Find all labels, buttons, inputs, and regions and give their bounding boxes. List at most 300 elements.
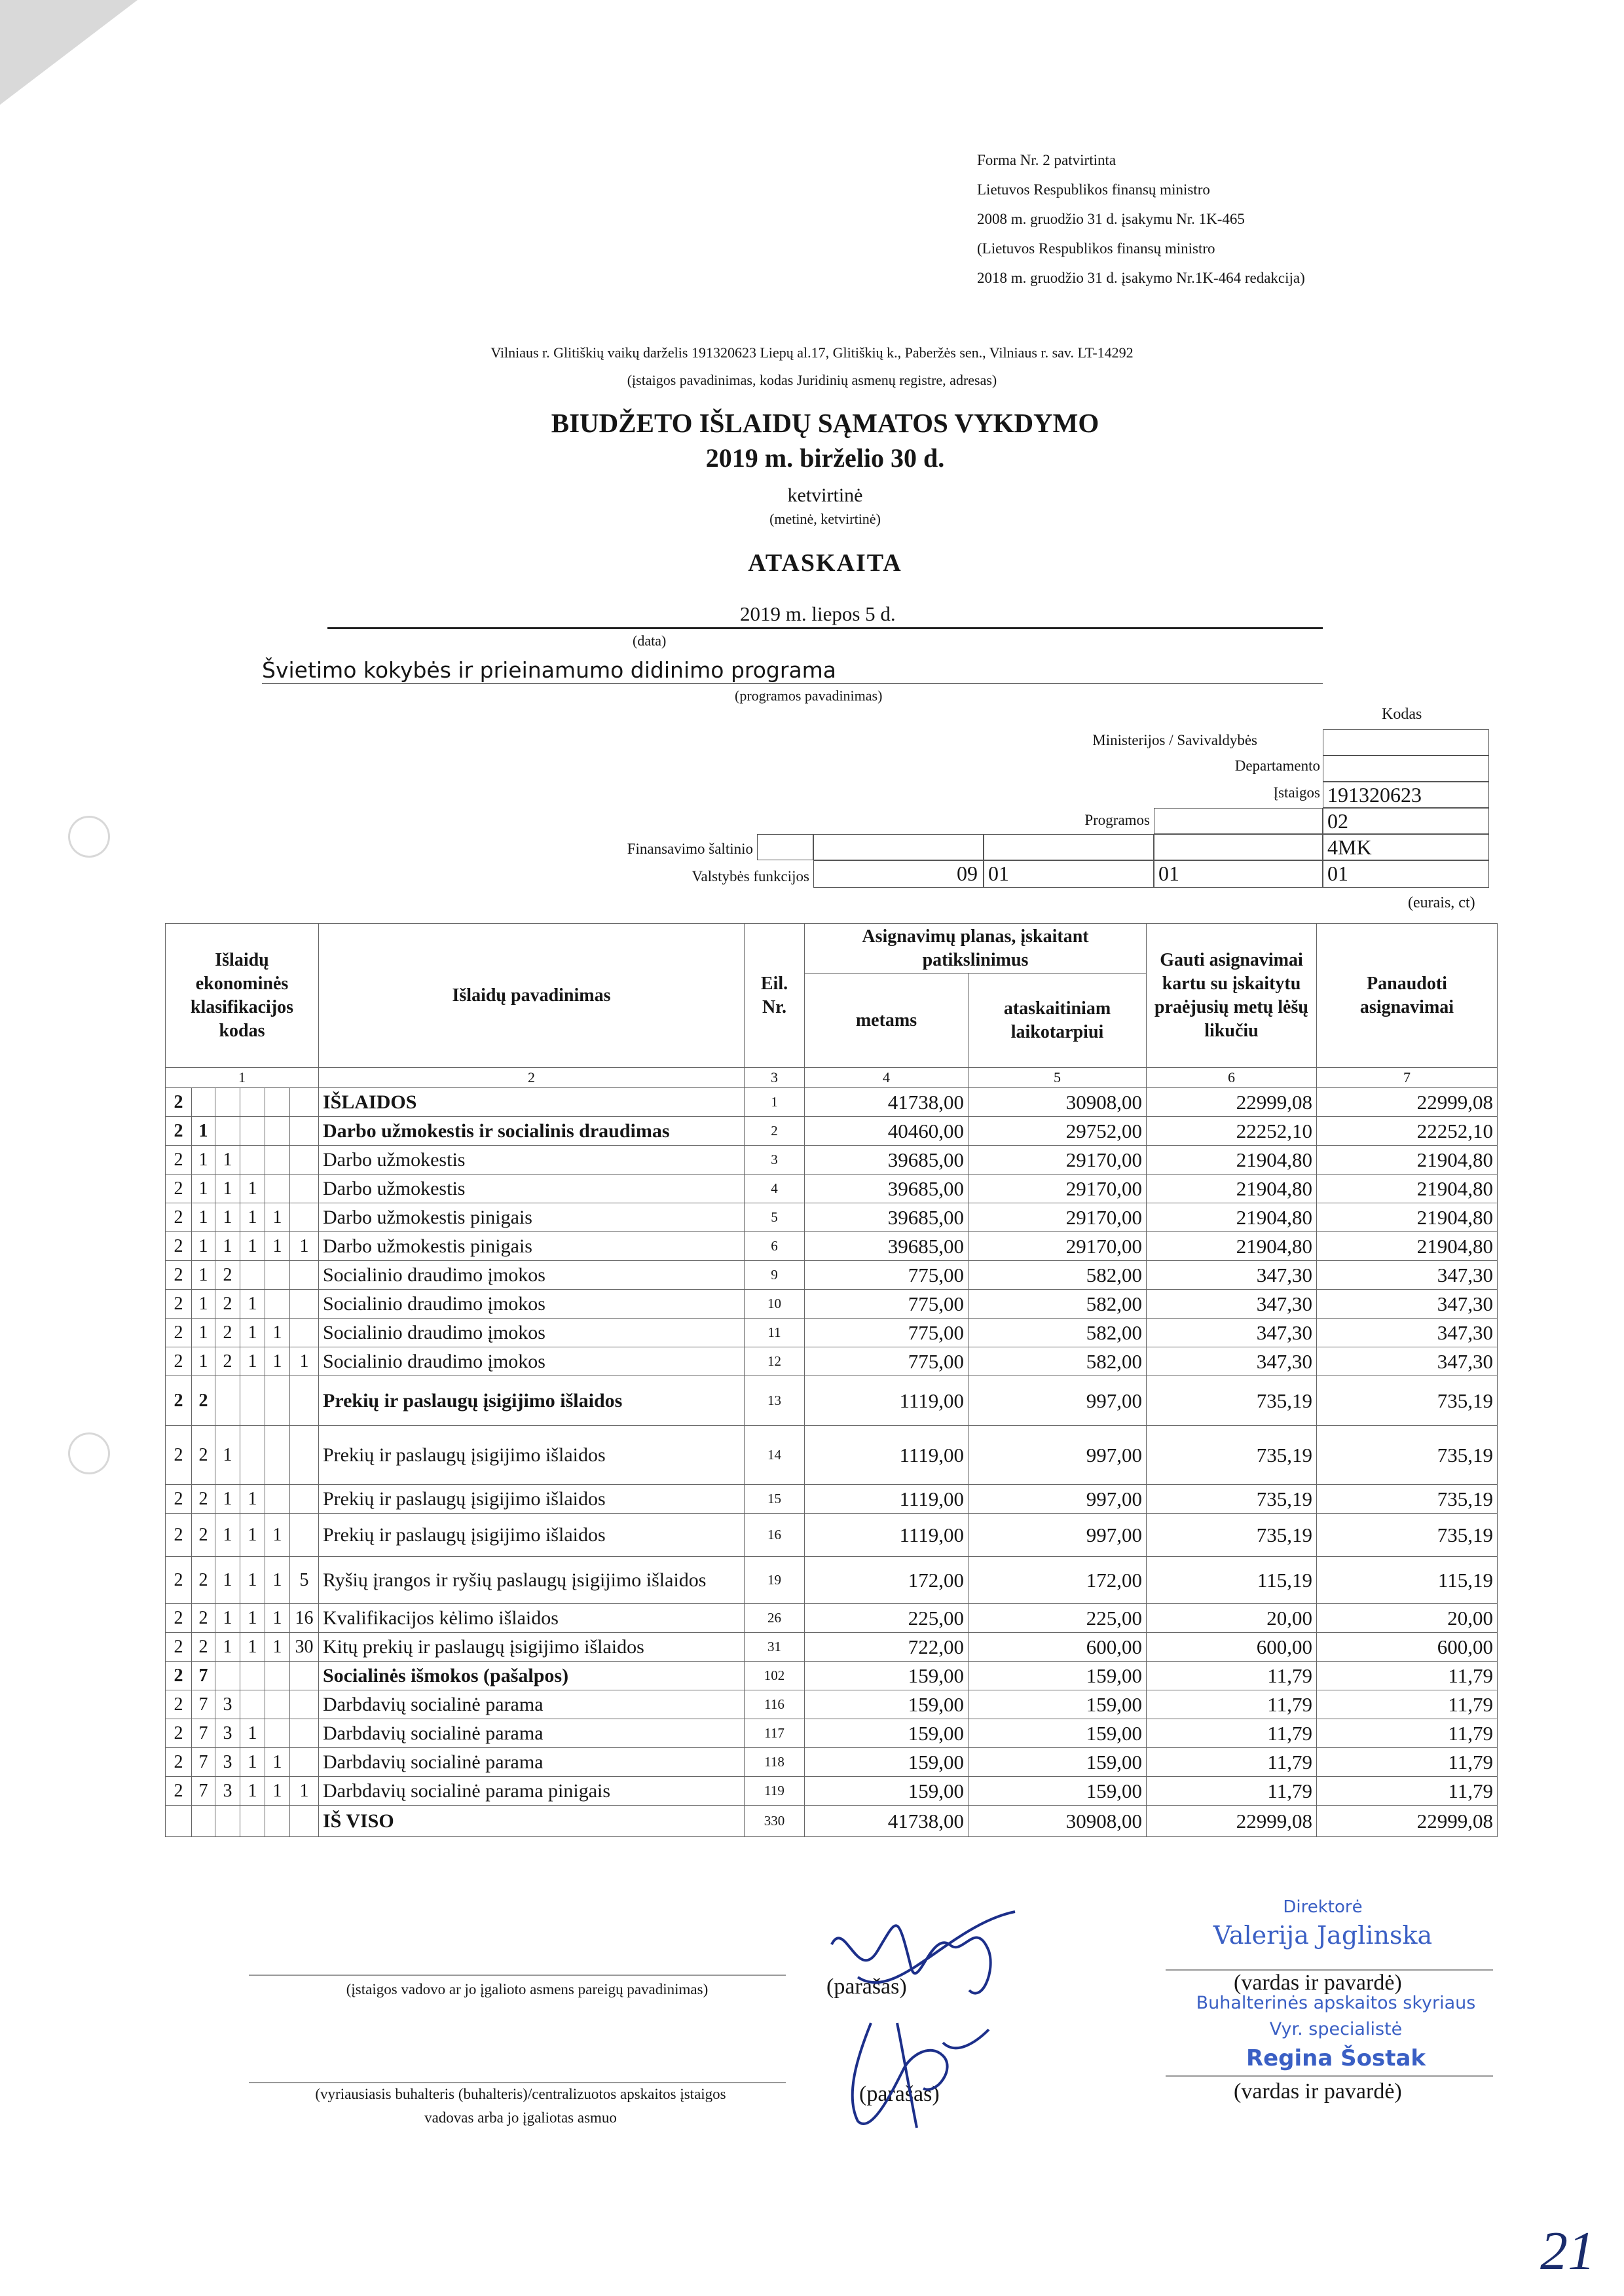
code-digit <box>290 1319 319 1347</box>
code-digit <box>240 1146 265 1175</box>
plan-period-value: 159,00 <box>969 1777 1147 1806</box>
used-value: 21904,80 <box>1317 1203 1498 1232</box>
used-value: 347,30 <box>1317 1319 1498 1347</box>
code-digit: 2 <box>166 1690 192 1719</box>
received-value: 20,00 <box>1147 1604 1317 1633</box>
line-number: 19 <box>745 1557 805 1604</box>
plan-year-value: 1119,00 <box>805 1514 969 1557</box>
code-digit: 1 <box>265 1203 290 1232</box>
received-value: 11,79 <box>1147 1662 1317 1690</box>
expense-name: Kvalifikacijos kėlimo išlaidos <box>319 1604 745 1633</box>
punch-hole <box>68 1432 110 1474</box>
table-row <box>166 1426 1498 1485</box>
received-value: 735,19 <box>1147 1426 1317 1485</box>
form-approval-note <box>977 145 1305 293</box>
received-value: 347,30 <box>1147 1347 1317 1376</box>
column-number: 6 <box>1147 1068 1317 1088</box>
plan-year-value: 159,00 <box>805 1719 969 1748</box>
code-digit <box>240 1690 265 1719</box>
expenditure-table <box>165 923 1498 1837</box>
funding-box <box>813 834 984 860</box>
code-digit: 2 <box>166 1426 192 1485</box>
received-value: 600,00 <box>1147 1633 1317 1662</box>
table-row <box>166 1662 1498 1690</box>
code-digit <box>265 1175 290 1203</box>
funding-box <box>1154 834 1323 860</box>
plan-period-value: 600,00 <box>969 1633 1147 1662</box>
program-caption: (programos pavadinimas) <box>735 687 883 704</box>
used-value: 11,79 <box>1317 1777 1498 1806</box>
line-number: 118 <box>745 1748 805 1777</box>
report-date-title: 2019 m. birželio 30 d. <box>705 443 945 473</box>
plan-period-value: 29170,00 <box>969 1232 1147 1261</box>
code-digit <box>240 1376 265 1426</box>
code-digit: 3 <box>215 1748 240 1777</box>
table-row <box>166 1117 1498 1146</box>
received-value: 21904,80 <box>1147 1175 1317 1203</box>
received-value: 21904,80 <box>1147 1232 1317 1261</box>
date-caption: (data) <box>633 632 667 649</box>
code-digit: 1 <box>192 1117 215 1146</box>
code-digit: 2 <box>166 1175 192 1203</box>
code-digit: 1 <box>192 1175 215 1203</box>
accountant-signature-caption: (parašas) <box>859 2082 940 2106</box>
table-row <box>166 1748 1498 1777</box>
plan-period-value: 159,00 <box>969 1719 1147 1748</box>
code-digit: 1 <box>265 1777 290 1806</box>
program-code-box: 02 <box>1323 808 1489 834</box>
code-digit <box>265 1690 290 1719</box>
used-value: 11,79 <box>1317 1662 1498 1690</box>
table-row <box>166 1290 1498 1319</box>
received-value: 735,19 <box>1147 1514 1317 1557</box>
used-value: 22999,08 <box>1317 1088 1498 1117</box>
table-row <box>166 1146 1498 1175</box>
line-number: 10 <box>745 1290 805 1319</box>
plan-period-value: 29170,00 <box>969 1175 1147 1203</box>
code-digit: 2 <box>166 1777 192 1806</box>
plan-period-value: 997,00 <box>969 1376 1147 1426</box>
code-digit: 1 <box>192 1290 215 1319</box>
table-row <box>166 1485 1498 1514</box>
code-digit <box>290 1485 319 1514</box>
code-digit: 7 <box>192 1777 215 1806</box>
code-digit: 1 <box>290 1347 319 1376</box>
code-digit: 7 <box>192 1748 215 1777</box>
expense-name: Prekių ir paslaugų įsigijimo išlaidos <box>319 1514 745 1557</box>
header-plan-year: metams <box>805 974 969 1068</box>
code-digit: 1 <box>240 1604 265 1633</box>
expense-name: Darbo užmokestis ir socialinis draudimas <box>319 1117 745 1146</box>
code-digit: 2 <box>192 1376 215 1426</box>
code-digit: 2 <box>166 1485 192 1514</box>
code-digit <box>215 1806 240 1837</box>
code-digit: 2 <box>166 1748 192 1777</box>
code-digit: 1 <box>215 1175 240 1203</box>
code-digit <box>265 1146 290 1175</box>
report-period: ketvirtinė <box>787 484 863 506</box>
code-digit: 1 <box>240 1319 265 1347</box>
accountant-caption-line2: vadovas arba jo įgaliotas asmuo <box>424 2109 617 2126</box>
expense-name: Prekių ir paslaugų įsigijimo išlaidos <box>319 1426 745 1485</box>
code-digit <box>192 1088 215 1117</box>
line-number: 1 <box>745 1088 805 1117</box>
received-value: 347,30 <box>1147 1319 1317 1347</box>
head-stamp-title: Direktorė <box>1283 1897 1363 1917</box>
used-value: 22999,08 <box>1317 1806 1498 1837</box>
code-digit: 1 <box>192 1203 215 1232</box>
department-label: Departamento <box>1234 757 1320 774</box>
page-number: 21 <box>1540 2221 1595 2282</box>
code-digit: 1 <box>192 1232 215 1261</box>
code-digit: 2 <box>166 1514 192 1557</box>
code-digit: 1 <box>240 1633 265 1662</box>
code-digit <box>192 1806 215 1837</box>
code-digit: 1 <box>240 1290 265 1319</box>
funding-box <box>757 834 813 860</box>
line-number: 13 <box>745 1376 805 1426</box>
line-number: 15 <box>745 1485 805 1514</box>
plan-period-value: 582,00 <box>969 1290 1147 1319</box>
expense-name: Darbdavių socialinė parama pinigais <box>319 1777 745 1806</box>
code-digit: 7 <box>192 1690 215 1719</box>
received-value: 347,30 <box>1147 1290 1317 1319</box>
funding-code-box: 4MK <box>1323 834 1489 860</box>
line-number: 4 <box>745 1175 805 1203</box>
accountant-name-caption: (vardas ir pavardė) <box>1234 2079 1402 2104</box>
head-handwritten-signature <box>819 1905 1028 2023</box>
plan-year-value: 1119,00 <box>805 1376 969 1426</box>
function-code-box: 01 <box>984 860 1154 888</box>
code-digit: 1 <box>290 1777 319 1806</box>
received-value: 11,79 <box>1147 1719 1317 1748</box>
codes-header: Kodas <box>1382 706 1422 723</box>
line-number: 330 <box>745 1806 805 1837</box>
expense-name: Socialinio draudimo įmokos <box>319 1319 745 1347</box>
plan-period-value: 30908,00 <box>969 1806 1147 1837</box>
code-digit: 30 <box>290 1633 319 1662</box>
expense-name: Socialinio draudimo įmokos <box>319 1261 745 1290</box>
table-row <box>166 1088 1498 1117</box>
received-value: 21904,80 <box>1147 1203 1317 1232</box>
code-digit: 1 <box>265 1633 290 1662</box>
code-digit: 2 <box>166 1146 192 1175</box>
institution-line: Vilniaus r. Glitiškių vaikų darželis 191320623 Liepų al.17, Glitiškių k., Paberžės sen., Vilniaus r. sav. LT-14292 <box>490 344 1134 361</box>
program-code-label: Programos <box>1084 812 1150 828</box>
accountant-position-line <box>249 2082 786 2083</box>
used-value: 735,19 <box>1317 1426 1498 1485</box>
code-digit: 1 <box>240 1175 265 1203</box>
used-value: 21904,80 <box>1317 1146 1498 1175</box>
code-digit: 2 <box>166 1719 192 1748</box>
head-position-caption: (įstaigos vadovo ar jo įgalioto asmens pareigų pavadinimas) <box>346 1981 709 1997</box>
received-value: 11,79 <box>1147 1777 1317 1806</box>
used-value: 11,79 <box>1317 1690 1498 1719</box>
line-number: 3 <box>745 1146 805 1175</box>
plan-year-value: 775,00 <box>805 1347 969 1376</box>
table-row <box>166 1175 1498 1203</box>
code-digit: 1 <box>240 1777 265 1806</box>
used-value: 21904,80 <box>1317 1232 1498 1261</box>
column-number: 4 <box>805 1068 969 1088</box>
scan-corner-shadow <box>0 0 138 105</box>
plan-year-value: 39685,00 <box>805 1146 969 1175</box>
code-digit: 2 <box>166 1290 192 1319</box>
column-number: 7 <box>1317 1068 1498 1088</box>
code-digit: 1 <box>265 1514 290 1557</box>
code-digit: 2 <box>166 1633 192 1662</box>
plan-period-value: 29752,00 <box>969 1117 1147 1146</box>
form-note-line: Forma Nr. 2 patvirtinta <box>977 152 1116 168</box>
used-value: 347,30 <box>1317 1290 1498 1319</box>
expense-name: Socialinio draudimo įmokos <box>319 1347 745 1376</box>
code-digit: 2 <box>166 1347 192 1376</box>
code-digit <box>265 1117 290 1146</box>
plan-year-value: 39685,00 <box>805 1232 969 1261</box>
line-number: 117 <box>745 1719 805 1748</box>
accountant-stamp-department: Buhalterinės apskaitos skyriaus <box>1196 1993 1476 2013</box>
form-note-line: 2008 m. gruodžio 31 d. įsakymu Nr. 1K-465 <box>977 211 1245 227</box>
expense-name: Socialinės išmokos (pašalpos) <box>319 1662 745 1690</box>
expense-name: IŠLAIDOS <box>319 1088 745 1117</box>
expense-name: Darbo užmokestis pinigais <box>319 1203 745 1232</box>
table-row <box>166 1604 1498 1633</box>
line-number: 119 <box>745 1777 805 1806</box>
program-underline <box>262 683 1323 684</box>
code-digit: 7 <box>192 1662 215 1690</box>
code-digit <box>240 1261 265 1290</box>
column-number: 2 <box>319 1068 745 1088</box>
head-signature-caption: (parašas) <box>826 1975 907 1999</box>
code-digit: 1 <box>192 1319 215 1347</box>
code-digit: 2 <box>166 1376 192 1426</box>
used-value: 347,30 <box>1317 1347 1498 1376</box>
currency-note: (eurais, ct) <box>1408 894 1475 911</box>
table-row <box>166 1376 1498 1426</box>
code-digit: 1 <box>240 1203 265 1232</box>
code-digit: 2 <box>166 1319 192 1347</box>
received-value: 347,30 <box>1147 1261 1317 1290</box>
code-digit: 1 <box>240 1232 265 1261</box>
table-row <box>166 1719 1498 1748</box>
head-position-line <box>249 1975 786 1976</box>
code-digit: 1 <box>240 1514 265 1557</box>
line-number: 12 <box>745 1347 805 1376</box>
header-code: Išlaidų ekonominės klasifikacijos kodas <box>166 924 319 1068</box>
plan-period-value: 29170,00 <box>969 1146 1147 1175</box>
state-function-label: Valstybės funkcijos <box>692 868 809 884</box>
plan-year-value: 1119,00 <box>805 1485 969 1514</box>
plan-year-value: 159,00 <box>805 1662 969 1690</box>
code-digit: 1 <box>265 1347 290 1376</box>
used-value: 21904,80 <box>1317 1175 1498 1203</box>
code-digit <box>290 1117 319 1146</box>
code-digit <box>290 1146 319 1175</box>
plan-period-value: 159,00 <box>969 1662 1147 1690</box>
used-value: 735,19 <box>1317 1514 1498 1557</box>
plan-year-value: 722,00 <box>805 1633 969 1662</box>
accountant-caption-line1: (vyriausiasis buhalteris (buhalteris)/centralizuotos apskaitos įstaigos <box>315 2086 726 2102</box>
report-title: BIUDŽETO IŠLAIDŲ SĄMATOS VYKDYMO <box>551 408 1099 438</box>
code-digit: 2 <box>166 1557 192 1604</box>
expense-name: Darbo užmokestis <box>319 1175 745 1203</box>
header-received: Gauti asignavimai kartu su įskaitytu praėjusių metų lėšų likučiu <box>1147 924 1317 1068</box>
line-number: 26 <box>745 1604 805 1633</box>
code-digit <box>240 1806 265 1837</box>
plan-period-value: 997,00 <box>969 1426 1147 1485</box>
code-digit: 1 <box>240 1748 265 1777</box>
code-digit: 2 <box>192 1604 215 1633</box>
line-number: 5 <box>745 1203 805 1232</box>
code-digit: 2 <box>192 1633 215 1662</box>
plan-period-value: 997,00 <box>969 1485 1147 1514</box>
code-digit: 2 <box>166 1088 192 1117</box>
function-code-box: 01 <box>1154 860 1323 888</box>
code-digit: 1 <box>215 1485 240 1514</box>
code-digit: 2 <box>215 1319 240 1347</box>
code-digit: 5 <box>290 1557 319 1604</box>
plan-period-value: 997,00 <box>969 1514 1147 1557</box>
code-digit <box>265 1485 290 1514</box>
code-digit: 2 <box>166 1117 192 1146</box>
expense-name: Prekių ir paslaugų įsigijimo išlaidos <box>319 1376 745 1426</box>
function-code-box: 01 <box>1323 860 1489 888</box>
code-digit <box>265 1719 290 1748</box>
code-digit <box>240 1662 265 1690</box>
code-digit <box>290 1376 319 1426</box>
code-digit <box>290 1719 319 1748</box>
plan-period-value: 225,00 <box>969 1604 1147 1633</box>
accountant-handwritten-signature <box>832 2016 1002 2134</box>
head-stamp-name: Valerija Jaglinska <box>1213 1921 1433 1950</box>
column-number: 5 <box>969 1068 1147 1088</box>
code-digit <box>290 1514 319 1557</box>
code-digit: 2 <box>166 1662 192 1690</box>
code-digit <box>290 1690 319 1719</box>
column-number: 3 <box>745 1068 805 1088</box>
expense-name: Ryšių įrangos ir ryšių paslaugų įsigijimo išlaidos <box>319 1557 745 1604</box>
expense-name: Darbdavių socialinė parama <box>319 1690 745 1719</box>
code-digit: 1 <box>290 1232 319 1261</box>
code-digit: 2 <box>192 1485 215 1514</box>
form-note-line: Lietuvos Respublikos finansų ministro <box>977 181 1210 198</box>
plan-year-value: 39685,00 <box>805 1203 969 1232</box>
function-code-box: 09 <box>813 860 984 888</box>
used-value: 600,00 <box>1317 1633 1498 1662</box>
expense-name: Socialinio draudimo įmokos <box>319 1290 745 1319</box>
code-digit <box>290 1806 319 1837</box>
line-number: 2 <box>745 1117 805 1146</box>
line-number: 116 <box>745 1690 805 1719</box>
date-underline <box>327 627 1323 629</box>
head-name-caption: (vardas ir pavardė) <box>1234 1971 1402 1995</box>
code-digit <box>215 1376 240 1426</box>
column-number: 1 <box>166 1068 319 1088</box>
code-digit: 1 <box>240 1347 265 1376</box>
received-value: 735,19 <box>1147 1485 1317 1514</box>
line-number: 31 <box>745 1633 805 1662</box>
punch-hole <box>68 816 110 858</box>
used-value: 11,79 <box>1317 1748 1498 1777</box>
code-digit <box>240 1117 265 1146</box>
funding-source-label: Finansavimo šaltinio <box>627 841 753 857</box>
program-empty-box <box>1154 808 1323 834</box>
plan-year-value: 159,00 <box>805 1690 969 1719</box>
code-digit: 1 <box>240 1719 265 1748</box>
plan-year-value: 225,00 <box>805 1604 969 1633</box>
line-number: 11 <box>745 1319 805 1347</box>
report-heading: ATASKAITA <box>748 549 902 577</box>
plan-period-value: 159,00 <box>969 1690 1147 1719</box>
header-used: Panaudoti asignavimai <box>1317 924 1498 1068</box>
code-digit <box>290 1175 319 1203</box>
expense-name: Prekių ir paslaugų įsigijimo išlaidos <box>319 1485 745 1514</box>
code-digit: 3 <box>215 1777 240 1806</box>
table-row <box>166 1232 1498 1261</box>
used-value: 22252,10 <box>1317 1117 1498 1146</box>
plan-year-value: 41738,00 <box>805 1806 969 1837</box>
code-digit <box>240 1088 265 1117</box>
table-row <box>166 1347 1498 1376</box>
header-plan-period: ataskaitiniam laikotarpiui <box>969 974 1147 1068</box>
used-value: 20,00 <box>1317 1604 1498 1633</box>
code-digit <box>290 1662 319 1690</box>
received-value: 11,79 <box>1147 1690 1317 1719</box>
column-numbers-row <box>166 1068 1498 1088</box>
code-digit: 2 <box>192 1426 215 1485</box>
plan-year-value: 159,00 <box>805 1777 969 1806</box>
table-row <box>166 1777 1498 1806</box>
code-digit <box>290 1261 319 1290</box>
line-number: 16 <box>745 1514 805 1557</box>
code-digit <box>215 1088 240 1117</box>
funding-box <box>984 834 1154 860</box>
code-digit: 7 <box>192 1719 215 1748</box>
received-value: 735,19 <box>1147 1376 1317 1426</box>
code-digit <box>215 1117 240 1146</box>
plan-period-value: 172,00 <box>969 1557 1147 1604</box>
received-value: 115,19 <box>1147 1557 1317 1604</box>
expense-name: Darbo užmokestis <box>319 1146 745 1175</box>
received-value: 22999,08 <box>1147 1806 1317 1837</box>
received-value: 22252,10 <box>1147 1117 1317 1146</box>
form-note-line: (Lietuvos Respublikos finansų ministro <box>977 240 1215 257</box>
code-digit: 2 <box>215 1261 240 1290</box>
code-digit: 1 <box>215 1146 240 1175</box>
header-name: Išlaidų pavadinimas <box>319 924 745 1068</box>
table-row <box>166 1319 1498 1347</box>
plan-year-value: 172,00 <box>805 1557 969 1604</box>
code-digit: 1 <box>215 1426 240 1485</box>
code-digit <box>290 1426 319 1485</box>
code-digit: 1 <box>192 1261 215 1290</box>
institution-code-label: Įstaigos <box>1273 784 1320 801</box>
table-row <box>166 1690 1498 1719</box>
used-value: 735,19 <box>1317 1376 1498 1426</box>
institution-caption: (įstaigos pavadinimas, kodas Juridinių asmenų registre, adresas) <box>627 372 997 388</box>
line-number: 6 <box>745 1232 805 1261</box>
plan-period-value: 582,00 <box>969 1347 1147 1376</box>
plan-year-value: 39685,00 <box>805 1175 969 1203</box>
code-digit: 1 <box>265 1557 290 1604</box>
code-digit: 1 <box>215 1514 240 1557</box>
code-digit: 2 <box>215 1347 240 1376</box>
plan-year-value: 40460,00 <box>805 1117 969 1146</box>
form-note-line: 2018 m. gruodžio 31 d. įsakymo Nr.1K-464 redakcija) <box>977 270 1305 286</box>
expense-name: IŠ VISO <box>319 1806 745 1837</box>
header-line-number: Eil. Nr. <box>745 924 805 1068</box>
code-digit: 2 <box>192 1557 215 1604</box>
